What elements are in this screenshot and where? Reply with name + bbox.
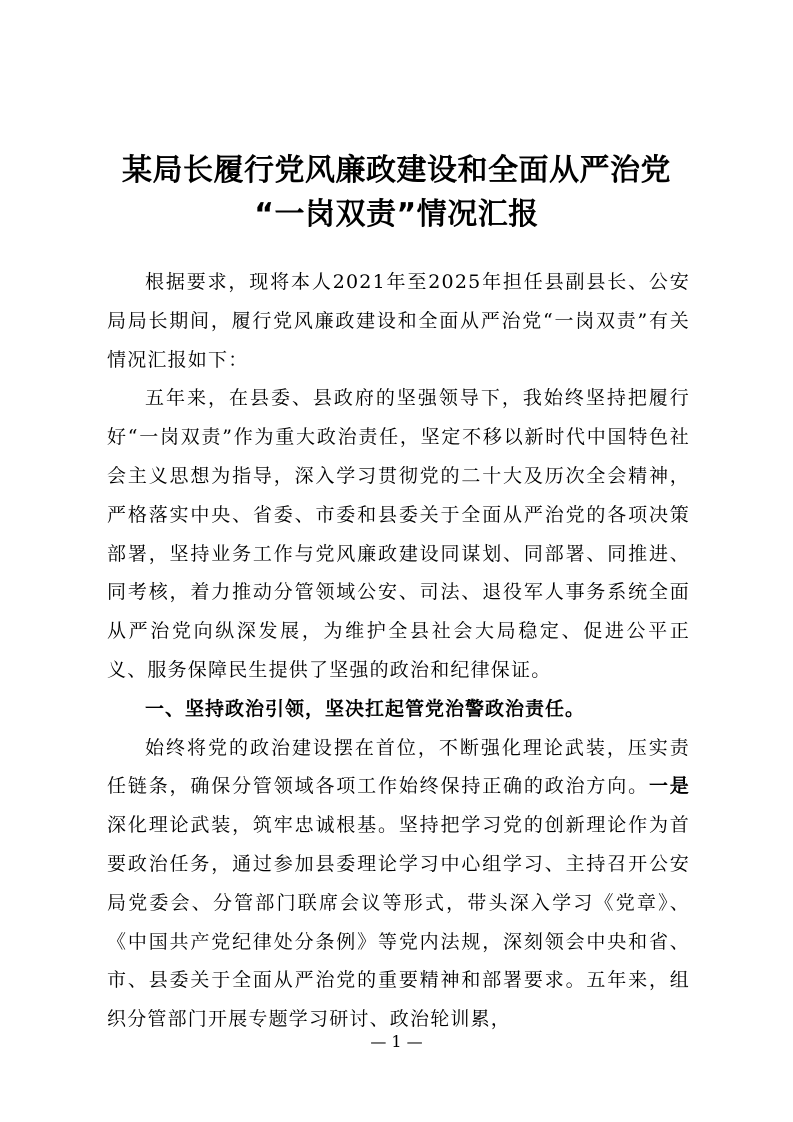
paragraph-intro: 根据要求，现将本人2021年至2025年担任县副县长、公安局局长期间，履行党风廉政建设和全面从严治党“一岗双责”有关情况汇报如下： — [107, 271, 690, 371]
point-one-text: 深化理论武装，筑牢忠诚根基。坚持把学习党的创新理论作为首要政治任务，通过参加县委理论学习中心组学习、主持召开公安局党委会、分管部门联席会议等形式，带头深入学习《党章》、《中国共产党纪律处分条例》等党内法规，深刻领会中央和省、市、县委关于全面从严治党的重要精神和部署要求。五年来，组织分管部门开展专题学习研讨、政治轮训累， — [107, 814, 690, 1031]
paragraph-section-1-intro-text: 始终将党的政治建设摆在首位，不断强化理论武装，压实责任链条，确保分管领域各项工作始终保持正确的政治方向。 — [107, 736, 690, 798]
page-number: — 1 — — [370, 1032, 423, 1051]
document-title-line-2: “一岗双责”情况汇报 — [254, 197, 539, 232]
point-one-lead: 一是 — [648, 775, 690, 798]
section-heading-1: 一、坚持政治引领，坚决扛起管党治警政治责任。 — [145, 697, 586, 720]
document-title-line-1: 某局长履行党风廉政建设和全面从严治党 — [122, 153, 671, 188]
paragraph-overview: 五年来，在县委、县政府的坚强领导下，我始终坚持把履行好“一岗双责”作为重大政治责任，坚定不移以新时代中国特色社会主义思想为指导，深入学习贯彻党的二十大及历次全会精神，严格落实中央、省委、市委和县委关于全面从严治党的各项决策部署，坚持业务工作与党风廉政建设同谋划、同部署、同推进、同考核，着力推动分管领域公安、司法、退役军人事务系统全面从严治党向纵深发展，为维护全县社会大局稳定、促进公平正义、服务保障民生提供了坚强的政治和纪律保证。 — [107, 387, 690, 681]
document-body — [107, 263, 690, 1039]
paragraph-section-1-intro — [107, 729, 690, 1039]
